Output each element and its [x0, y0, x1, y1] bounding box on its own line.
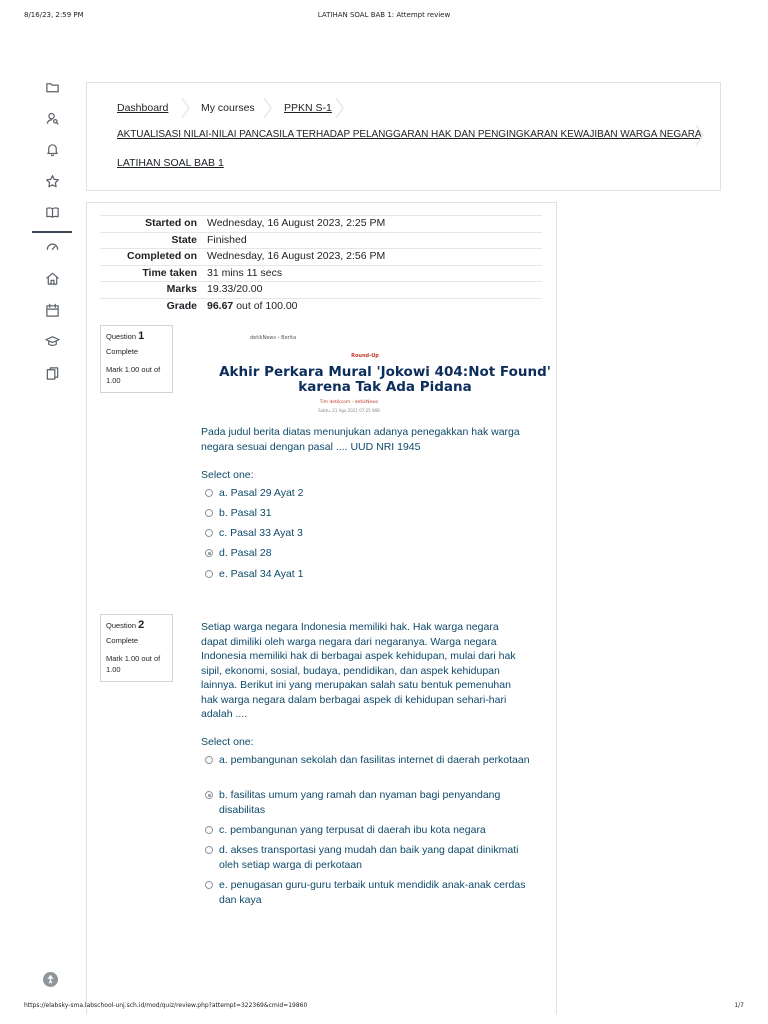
- summary-value: [207, 299, 298, 314]
- sidebar-active-indicator: [32, 231, 72, 233]
- q2-option-a[interactable]: [205, 753, 535, 768]
- summary-value: 19.33/20.00: [207, 283, 263, 295]
- radio-button[interactable]: [205, 509, 213, 517]
- q1-option-e[interactable]: [205, 567, 535, 582]
- question-info-2: [100, 614, 173, 682]
- option-label: e. penugasan guru-guru terbaik untuk mendidik anak-anak cerdas dan kaya: [219, 879, 526, 906]
- q2-option-e[interactable]: [205, 878, 535, 908]
- book-icon[interactable]: [32, 200, 72, 224]
- radio-button[interactable]: [205, 881, 213, 889]
- chevron-right-icon: [335, 98, 344, 118]
- summary-label: Started on: [145, 217, 197, 229]
- home-icon[interactable]: [32, 266, 72, 290]
- q2-option-c[interactable]: [205, 823, 535, 838]
- breadcrumb-quiz[interactable]: LATIHAN SOAL BAB 1: [117, 157, 224, 169]
- question-label: Question: [106, 621, 137, 630]
- question-number: [106, 619, 167, 632]
- question-status: Complete: [106, 347, 139, 356]
- option-label: a. Pasal 29 Ayat 2: [219, 487, 304, 499]
- radio-button[interactable]: [205, 489, 213, 497]
- question-num: 2: [138, 619, 145, 631]
- radio-button[interactable]: [205, 846, 213, 854]
- summary-label: Marks: [166, 283, 197, 295]
- radio-button[interactable]: [205, 529, 213, 537]
- select-one-label: Select one:: [201, 469, 254, 481]
- question-info-1: [100, 325, 173, 393]
- radio-button[interactable]: [205, 826, 213, 834]
- option-label: b. fasilitas umum yang ramah dan nyaman bagi penyandang disabilitas: [219, 789, 501, 816]
- question-status: Complete: [106, 636, 139, 645]
- news-tag: Round-Up: [351, 353, 379, 359]
- attempt-summary: [100, 215, 542, 314]
- summary-label: Completed on: [127, 250, 197, 262]
- question-num: 1: [138, 330, 145, 342]
- question-mark: Mark 1.00 out of 1.00: [106, 365, 161, 385]
- summary-row-started: [100, 215, 542, 232]
- news-source: detikNews › Berita: [250, 335, 297, 341]
- q1-option-c[interactable]: [205, 526, 535, 541]
- user-search-icon[interactable]: [32, 106, 72, 130]
- print-footer: [0, 1002, 768, 1014]
- news-screenshot-image: [208, 326, 551, 418]
- option-label: a. pembangunan sekolah dan fasilitas internet di daerah perkotaan: [219, 754, 530, 766]
- question-mark: Mark 1.00 out of 1.00: [106, 654, 161, 674]
- breadcrumb-my-courses[interactable]: My courses: [201, 102, 255, 114]
- summary-row-marks: [100, 281, 542, 298]
- star-icon[interactable]: [32, 169, 72, 193]
- summary-label: State: [171, 233, 197, 246]
- option-label: c. Pasal 33 Ayat 3: [219, 527, 303, 539]
- summary-row-completed: [100, 248, 542, 265]
- summary-row-time: [100, 265, 542, 282]
- documents-icon[interactable]: [32, 361, 72, 385]
- news-author: Tim detikcom - detikNews: [319, 400, 379, 405]
- summary-label: Grade: [166, 299, 197, 312]
- graduation-cap-icon[interactable]: [32, 329, 72, 353]
- summary-label: Time taken: [142, 266, 197, 279]
- option-label: c. pembangunan yang terpusat di daerah ibu kota negara: [219, 824, 486, 836]
- breadcrumb-dashboard[interactable]: Dashboard: [117, 102, 169, 114]
- print-header: [0, 11, 768, 23]
- q2-option-b[interactable]: [205, 788, 535, 818]
- q1-option-b[interactable]: [205, 506, 535, 521]
- question-text-1: Pada judul berita diatas menunjukan adanya penegakkan hak warga negara sesuai dengan pasal .... UUD NRI 1945: [201, 426, 520, 453]
- summary-value: 31 mins 11 secs: [207, 266, 283, 279]
- news-headline: Akhir Perkara Mural 'Jokowi 404:Not Found' karena Tak Ada Pidana: [219, 364, 551, 395]
- print-url: https://elabsky-sma.labschool-unj.sch.id/mod/quiz/review.php?attempt=322369&cmid=19860: [24, 1002, 308, 1009]
- q2-option-d[interactable]: [205, 843, 535, 873]
- q1-option-d[interactable]: [205, 546, 535, 561]
- summary-value: Wednesday, 16 August 2023, 2:25 PM: [207, 217, 386, 229]
- radio-button-selected[interactable]: [205, 549, 213, 557]
- summary-row-state: [100, 232, 542, 249]
- radio-button[interactable]: [205, 756, 213, 764]
- news-date: Sabtu, 21 Agu 2021 07:25 WIB: [318, 408, 380, 413]
- option-label: d. akses transportasi yang mudah dan baik yang dapat dinikmati oleh setiap warga di perkotaan: [219, 844, 519, 871]
- radio-button[interactable]: [205, 570, 213, 578]
- q1-option-a[interactable]: [205, 486, 535, 501]
- print-datetime: 8/16/23, 2:59 PM: [24, 11, 84, 19]
- breadcrumb-section[interactable]: AKTUALISASI NILAI-NILAI PANCASILA TERHADAP PELANGGARAN HAK DAN PENGINGKARAN KEWAJIBAN WARGA NEGARA: [117, 129, 702, 140]
- accessibility-icon[interactable]: [43, 972, 58, 987]
- summary-value: Wednesday, 16 August 2023, 2:56 PM: [207, 250, 386, 262]
- option-label: e. Pasal 34 Ayat 1: [219, 568, 304, 580]
- option-label: d. Pasal 28: [219, 547, 272, 559]
- question-text-2: Setiap warga negara Indonesia memiliki hak. Hak warga negara dapat dimiliki oleh warga negara dari negaranya. Warga negara Indonesia memiliki hak di berbagai aspek kehidupan, mulai dari hak sipil, ekonomi, sosial, budaya, pendidikan, dan aspek kehidupan lainnya. Berikut ini yang merupakan salah satu bentuk pemenuhan hak warga negara dalam berbagai aspek di kehidupan sehari-hari adalah ....: [201, 621, 516, 720]
- print-title: LATIHAN SOAL BAB 1: Attempt review: [317, 11, 451, 19]
- select-one-label: Select one:: [201, 736, 254, 748]
- radio-button-selected[interactable]: [205, 791, 213, 799]
- grade-value: 96.67: [207, 299, 234, 312]
- option-label: b. Pasal 31: [219, 507, 272, 519]
- chevron-right-icon: [263, 98, 272, 118]
- question-number: [106, 330, 167, 343]
- print-page-number: 1/7: [734, 1002, 744, 1009]
- grade-suffix: out of 100.00: [236, 299, 298, 312]
- chevron-right-icon: [181, 98, 190, 118]
- question-label: Question: [106, 332, 137, 341]
- bell-icon[interactable]: [32, 137, 72, 161]
- calendar-icon[interactable]: [32, 298, 72, 322]
- summary-row-grade: [100, 298, 542, 315]
- chevron-right-icon: [695, 125, 704, 145]
- breadcrumb-course[interactable]: PPKN S-1: [284, 102, 332, 114]
- folder-icon[interactable]: [32, 75, 72, 99]
- gauge-icon[interactable]: [32, 234, 72, 258]
- breadcrumb: [86, 82, 721, 191]
- summary-value: Finished: [207, 233, 247, 246]
